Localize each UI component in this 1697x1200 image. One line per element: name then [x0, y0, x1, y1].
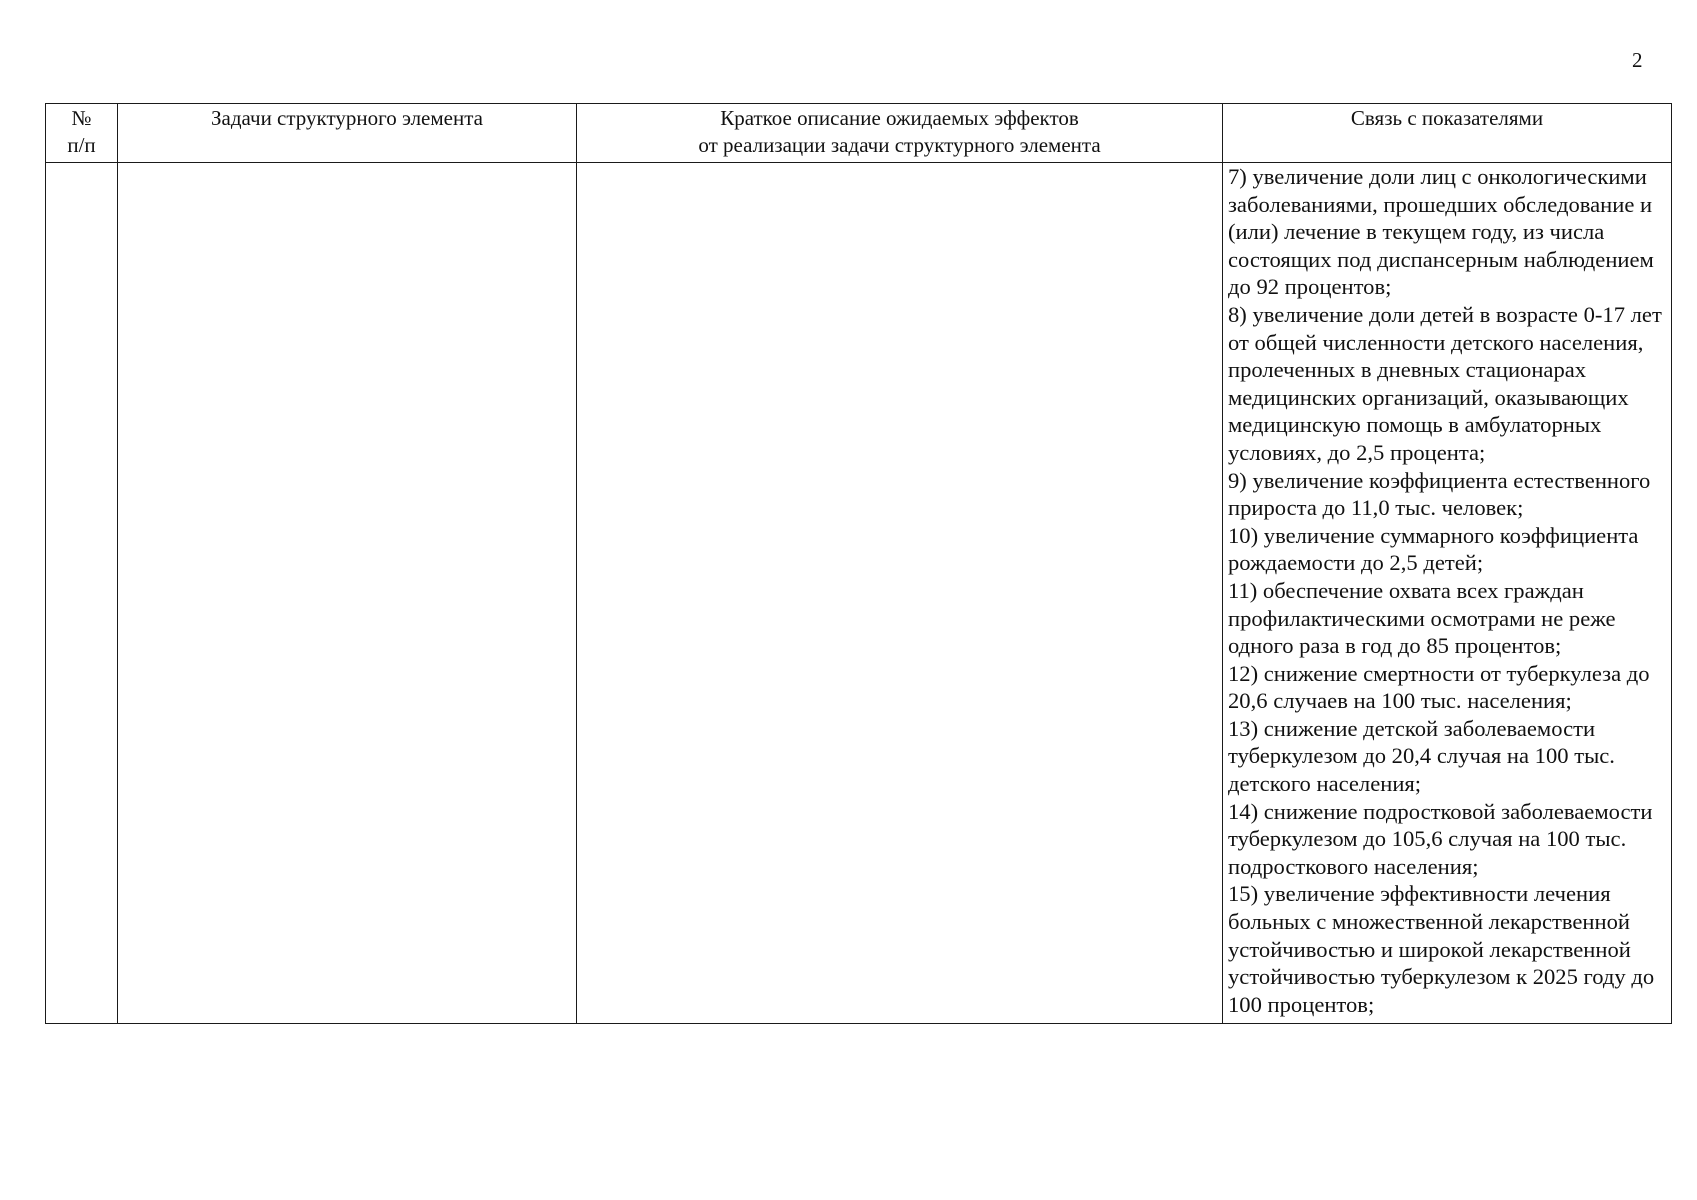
- table-header-row: [46, 104, 1672, 163]
- indicator-item: 7) увеличение доли лиц с онкологическими заболеваниями, прошедших обследование и (или) лечение в текущем году, из числа состоящих под диспансерным наблюдением до 92 процентов;: [1228, 164, 1654, 300]
- cell-task: [118, 163, 577, 1024]
- cell-indicators: [1223, 163, 1672, 1024]
- header-description: [577, 104, 1223, 163]
- indicator-item: 12) снижение смертности от туберкулеза до 20,6 случаев на 100 тыс. населения;: [1228, 660, 1650, 714]
- cell-description: [577, 163, 1223, 1024]
- page-number: 2: [1632, 48, 1643, 72]
- indicator-item: 11) обеспечение охвата всех граждан профилактическими осмотрами не реже одного раза в год до 85 процентов;: [1228, 577, 1616, 659]
- indicator-list: [1223, 163, 1671, 1018]
- header-description-line-2: от реализации задачи структурного элемента: [698, 133, 1101, 157]
- indicator-item: 14) снижение подростковой заболеваемости туберкулезом до 105,6 случая на 100 тыс. подросткового населения;: [1228, 798, 1653, 879]
- header-number-line-2: п/п: [67, 133, 96, 157]
- indicator-item: 15) увеличение эффективности лечения больных с множественной лекарственной устойчивостью и широкой лекарственной устойчивостью туберкулезом к 2025 году до 100 процентов;: [1228, 881, 1655, 1017]
- header-tasks-label: Задачи структурного элемента: [211, 106, 483, 130]
- indicator-item: 8) увеличение доли детей в возрасте 0-17 лет от общей численности детского населения, пролеченных в дневных стационарах медицинских организаций, оказывающих медицинскую помощь в амбулаторных условиях, до 2,5 процента;: [1228, 301, 1662, 465]
- indicator-item: 10) увеличение суммарного коэффициента рождаемости до 2,5 детей;: [1228, 522, 1639, 576]
- header-description-line-1: Краткое описание ожидаемых эффектов: [720, 106, 1079, 130]
- cell-number: [46, 163, 118, 1024]
- header-indicators: [1223, 104, 1672, 163]
- indicator-item: 13) снижение детской заболеваемости туберкулезом до 20,4 случая на 100 тыс. детского населения;: [1228, 715, 1615, 797]
- header-indicators-label: Связь с показателями: [1350, 106, 1544, 130]
- indicator-item: 9) увеличение коэффициента естественного прироста до 11,0 тыс. человек;: [1228, 467, 1651, 521]
- table-row: [46, 163, 1672, 1024]
- header-number-line-1: №: [71, 106, 92, 130]
- header-tasks: [118, 104, 577, 163]
- structural-element-table: [45, 103, 1672, 1024]
- header-number: [46, 104, 118, 163]
